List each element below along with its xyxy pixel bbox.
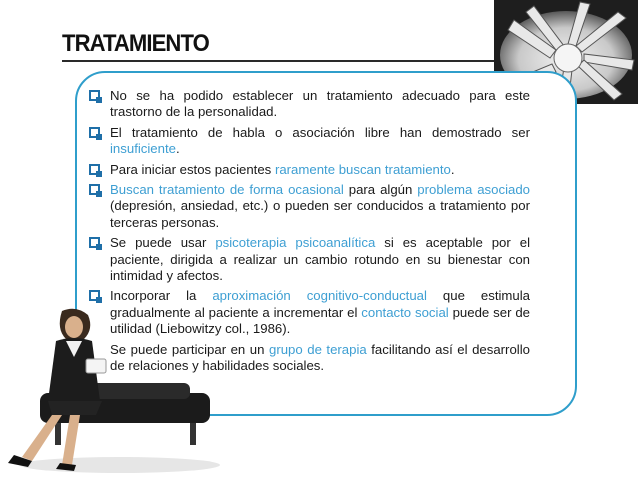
highlight-text: Buscan tratamiento de forma ocasional [110,182,344,198]
slide-title: TRATAMIENTO [62,30,209,57]
highlight-text: problema asociado [417,182,531,198]
checkbox-bullet-icon [89,184,100,195]
list-item: Incorporar la aproximación cognitivo-conductual que estimula gradualmente al paciente a incrementar el contacto social puede ser de utilidad (Liebowitzy col., 1986). [86,288,530,337]
highlight-text: grupo de terapia [268,341,367,357]
title-underline [62,60,552,62]
list-item: Para iniciar estos pacientes raramente buscan tratamiento. [86,162,530,178]
list-item: El tratamiento de habla o asociación libre han demostrado ser insuficiente. [86,125,530,158]
list-item: Se puede usar psicoterapia psicoanalítica si es aceptable por el paciente, dirigida a realizar un cambio rotundo en su bienestar con intimidad y afectos. [86,235,530,284]
checkbox-bullet-icon [89,90,100,101]
list-item: No se ha podido establecer un tratamiento adecuado para este trastorno de la personalidad. [86,88,530,121]
list-item: Se puede participar en un grupo de terapia facilitando así el desarrollo de relaciones y habilidades sociales. [110,341,530,374]
highlight-text: insuficiente [110,141,176,157]
highlight-text: raramente buscan tratamiento [274,161,451,177]
list-item: Buscan tratamiento de forma ocasional para algún problema asociado (depresión, ansiedad, etc.) o pueden ser conducidos a tratamiento por terceras personas. [86,182,530,231]
therapist-illustration [0,305,235,479]
highlight-text: contacto social [361,304,449,320]
checkbox-bullet-icon [89,127,100,138]
checkbox-bullet-icon [89,237,100,248]
highlight-text: psicoterapia psicoanalítica [215,235,376,251]
checkbox-bullet-icon [89,164,100,175]
checkbox-bullet-icon [89,290,100,301]
highlight-text: aproximación cognitivo-conductual [212,288,427,304]
